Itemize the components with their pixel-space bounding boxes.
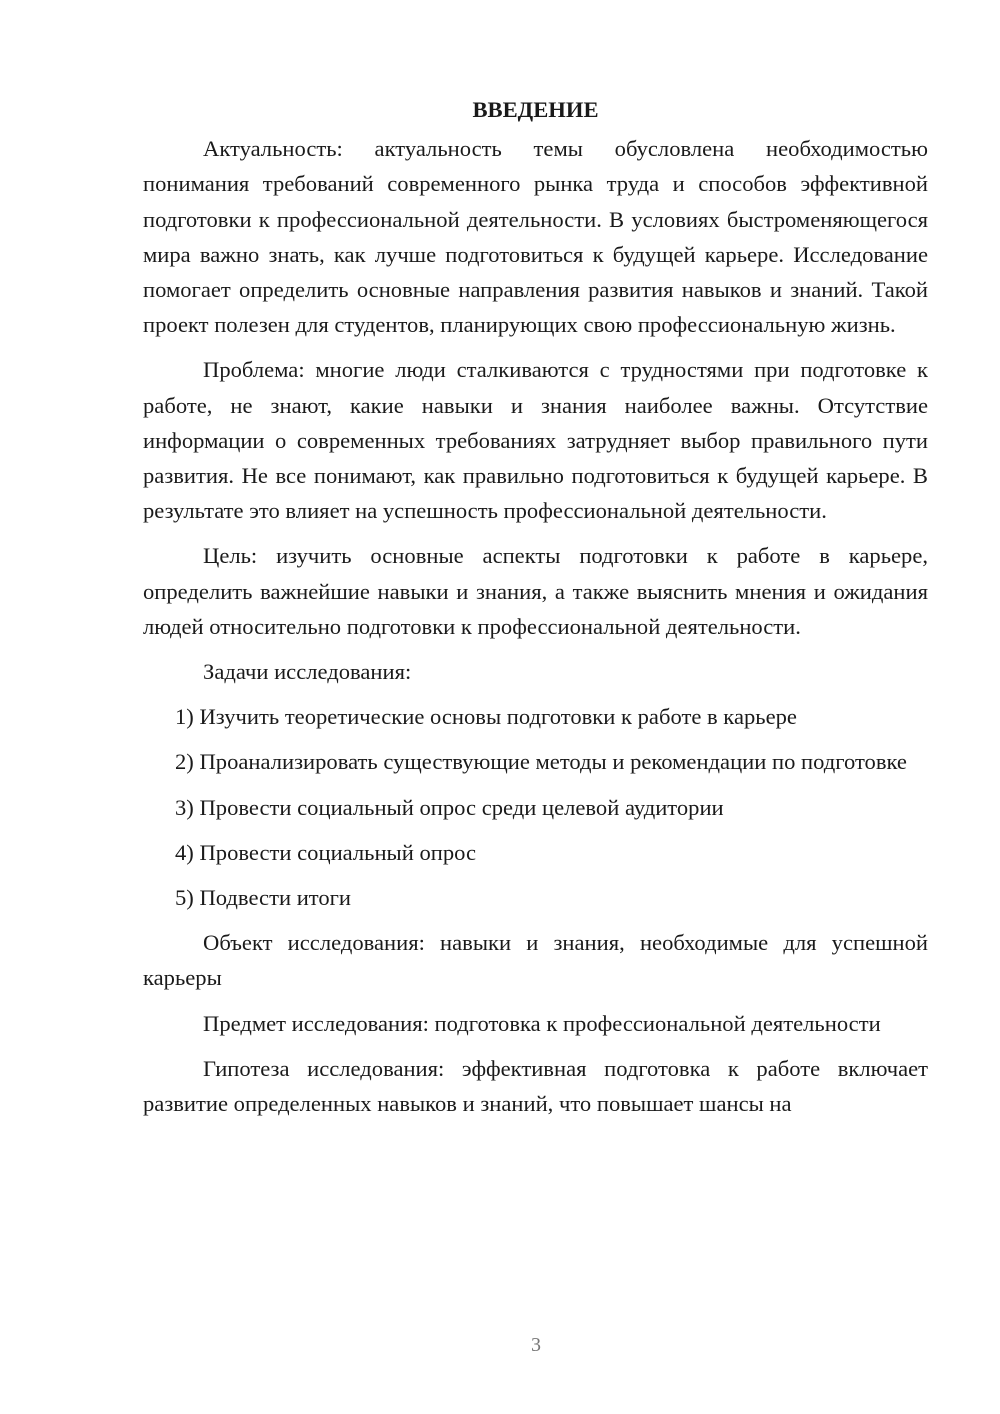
- research-object-paragraph: Объект исследования: навыки и знания, необходимые для успешной карьеры: [143, 930, 928, 991]
- task-item-1: 1) Изучить теоретические основы подготовки к работе в карьере: [175, 704, 797, 730]
- research-subject-paragraph: Предмет исследования: подготовка к профессиональной деятельности: [203, 1010, 881, 1036]
- task-item-2: 2) Проанализировать существующие методы и рекомендации по подготовке: [175, 749, 907, 775]
- document-page: [143, 92, 928, 1121]
- page-number: 3: [531, 1334, 541, 1356]
- task-item-3: 3) Провести социальный опрос среди целевой аудитории: [175, 794, 724, 820]
- tasks-heading: Задачи исследования:: [203, 659, 412, 685]
- section-title: ВВЕДЕНИЕ: [472, 97, 599, 122]
- hypothesis-paragraph: Гипотеза исследования: эффективная подготовка к работе включает развитие определенных навыков и знаний, что повышает шансы на: [143, 1055, 928, 1117]
- problem-paragraph: Проблема: многие люди сталкиваются с трудностями при подготовке к работе, не знают, какие навыки и знания наиболее важны. Отсутствие информации о современных требованиях затрудняет выбор правильного пути развития. Не все понимают, как правильно подготовиться к будущей карьере. В результате это влияет на успешность профессиональной деятельности.: [143, 357, 928, 524]
- task-item-5: 5) Подвести итоги: [175, 885, 352, 911]
- task-item-4: 4) Провести социальный опрос: [175, 839, 477, 865]
- relevance-paragraph: Актуальность: актуальность темы обусловлена необходимостью понимания требований современного рынка труда и способов эффективной подготовки к профессиональной деятельности. В условиях быстроменяющегося мира важно знать, как лучше подготовиться к будущей карьере. Исследование помогает определить основные направления развития навыков и знаний. Такой проект полезен для студентов, планирующих свою профессиональную жизнь.: [143, 136, 928, 338]
- goal-paragraph: Цель: изучить основные аспекты подготовки к работе в карьере, определить важнейшие навыки и знания, а также выяснить мнения и ожидания людей относительно подготовки к профессиональной деятельности.: [143, 543, 928, 639]
